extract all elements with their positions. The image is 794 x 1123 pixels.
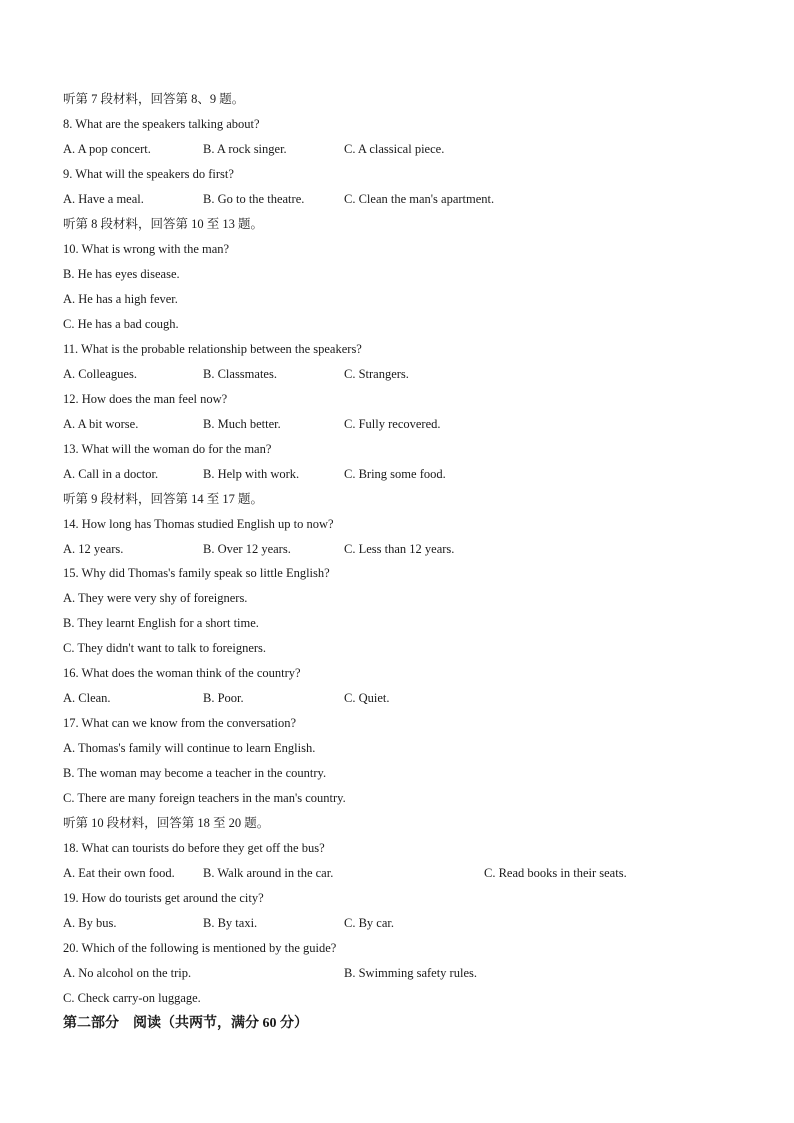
text-line bbox=[0, 611, 794, 636]
answer-option: A. Colleagues. bbox=[63, 366, 137, 381]
text-line bbox=[0, 561, 794, 586]
answer-option: B. Help with work. bbox=[203, 466, 300, 481]
answer-option: B. Classmates. bbox=[203, 366, 277, 381]
answer-options-row bbox=[0, 686, 794, 711]
line-text: C. There are many foreign teachers in the man's country. bbox=[63, 791, 346, 806]
answer-options-row bbox=[0, 961, 794, 986]
answer-option: A. Call in a doctor. bbox=[63, 466, 159, 481]
text-line bbox=[0, 811, 794, 836]
answer-option: A. Have a meal. bbox=[63, 191, 144, 206]
text-line bbox=[0, 886, 794, 911]
text-line bbox=[0, 487, 794, 512]
answer-option: C. Bring some food. bbox=[344, 466, 446, 481]
line-text: 听第 9 段材料，回答第 14 至 17 题。 bbox=[63, 491, 264, 506]
line-text: 12. How does the man feel now? bbox=[63, 391, 228, 406]
line-text: 14. How long has Thomas studied English up to now? bbox=[63, 516, 334, 531]
answer-option: B. Over 12 years. bbox=[203, 541, 291, 556]
line-text: 15. Why did Thomas's family speak so little English? bbox=[63, 566, 330, 581]
line-text: 13. What will the woman do for the man? bbox=[63, 441, 272, 456]
text-line bbox=[0, 636, 794, 661]
answer-option: A. By bus. bbox=[63, 916, 117, 930]
answer-option: C. By car. bbox=[344, 916, 394, 930]
answer-option: B. Go to the theatre. bbox=[203, 191, 305, 206]
answer-option: A. Eat their own food. bbox=[63, 866, 175, 881]
line-text: B. The woman may become a teacher in the country. bbox=[63, 766, 327, 781]
line-text: B. They learnt English for a short time. bbox=[63, 616, 259, 631]
line-text: A. Thomas's family will continue to learn English. bbox=[63, 741, 316, 756]
text-line bbox=[0, 237, 794, 262]
text-line bbox=[0, 287, 794, 312]
answer-option: B. Swimming safety rules. bbox=[344, 965, 477, 980]
answer-option: A. No alcohol on the trip. bbox=[63, 965, 192, 980]
answer-option: B. Poor. bbox=[203, 691, 244, 706]
line-text: A. They were very shy of foreigners. bbox=[63, 591, 248, 606]
text-line bbox=[0, 986, 794, 1011]
answer-option: C. Less than 12 years. bbox=[344, 541, 455, 556]
answer-options-row bbox=[0, 412, 794, 437]
text-line bbox=[0, 836, 794, 861]
answer-option: B. A rock singer. bbox=[203, 141, 287, 156]
answer-options-row bbox=[0, 911, 794, 936]
answer-options-row bbox=[0, 537, 794, 562]
answer-option: C. Read books in their seats. bbox=[484, 866, 627, 881]
text-line bbox=[0, 711, 794, 736]
line-text: C. They didn't want to talk to foreigners. bbox=[63, 641, 267, 656]
line-text: B. He has eyes disease. bbox=[63, 266, 180, 281]
answer-option: A. 12 years. bbox=[63, 541, 124, 556]
line-text: 16. What does the woman think of the country? bbox=[63, 666, 301, 681]
answer-option: B. By taxi. bbox=[203, 916, 258, 930]
text-line bbox=[0, 736, 794, 761]
line-text: 17. What can we know from the conversation? bbox=[63, 716, 297, 731]
section-heading bbox=[0, 1011, 794, 1036]
text-line bbox=[0, 387, 794, 412]
text-line bbox=[0, 337, 794, 362]
line-text: C. Check carry-on luggage. bbox=[63, 990, 201, 1005]
line-text: 听第 8 段材料，回答第 10 至 13 题。 bbox=[63, 216, 264, 231]
line-text: 19. How do tourists get around the city? bbox=[63, 891, 264, 905]
section-heading-text: 第二部分 阅读（共两节，满分 60 分） bbox=[63, 1015, 308, 1031]
text-line bbox=[0, 312, 794, 337]
line-text: 10. What is wrong with the man? bbox=[63, 241, 230, 256]
text-line bbox=[0, 262, 794, 287]
answer-options-row bbox=[0, 137, 794, 162]
answer-option: A. Clean. bbox=[63, 691, 111, 706]
answer-option: C. Clean the man's apartment. bbox=[344, 191, 495, 206]
line-text: 听第 7 段材料，回答第 8、9 题。 bbox=[63, 92, 245, 106]
line-text: 18. What can tourists do before they get off the bus? bbox=[63, 841, 325, 856]
text-line bbox=[0, 437, 794, 462]
answer-options-row bbox=[0, 187, 794, 212]
line-text: C. He has a bad cough. bbox=[63, 316, 179, 331]
text-line bbox=[0, 112, 794, 137]
line-text: 11. What is the probable relationship between the speakers? bbox=[63, 341, 362, 356]
answer-option: B. Much better. bbox=[203, 416, 281, 431]
text-line bbox=[0, 586, 794, 611]
answer-options-row bbox=[0, 362, 794, 387]
text-line bbox=[0, 761, 794, 786]
line-text: 8. What are the speakers talking about? bbox=[63, 117, 260, 131]
text-line bbox=[0, 936, 794, 961]
text-line bbox=[0, 786, 794, 811]
text-line bbox=[0, 512, 794, 537]
line-text: A. He has a high fever. bbox=[63, 291, 178, 306]
answer-option: B. Walk around in the car. bbox=[203, 866, 334, 881]
answer-option: A. A pop concert. bbox=[63, 141, 151, 156]
answer-options-row bbox=[0, 861, 794, 886]
text-line bbox=[0, 661, 794, 686]
line-text: 听第 10 段材料，回答第 18 至 20 题。 bbox=[63, 816, 270, 831]
answer-option: C. Quiet. bbox=[344, 691, 390, 706]
text-line bbox=[0, 162, 794, 187]
line-text: 20. Which of the following is mentioned by the guide? bbox=[63, 941, 337, 955]
answer-option: C. A classical piece. bbox=[344, 141, 445, 156]
answer-option: C. Strangers. bbox=[344, 366, 409, 381]
line-text: 9. What will the speakers do first? bbox=[63, 166, 234, 181]
answer-option: C. Fully recovered. bbox=[344, 416, 441, 431]
answer-options-row bbox=[0, 462, 794, 487]
text-line bbox=[0, 87, 794, 112]
answer-option: A. A bit worse. bbox=[63, 416, 139, 431]
text-line bbox=[0, 212, 794, 237]
